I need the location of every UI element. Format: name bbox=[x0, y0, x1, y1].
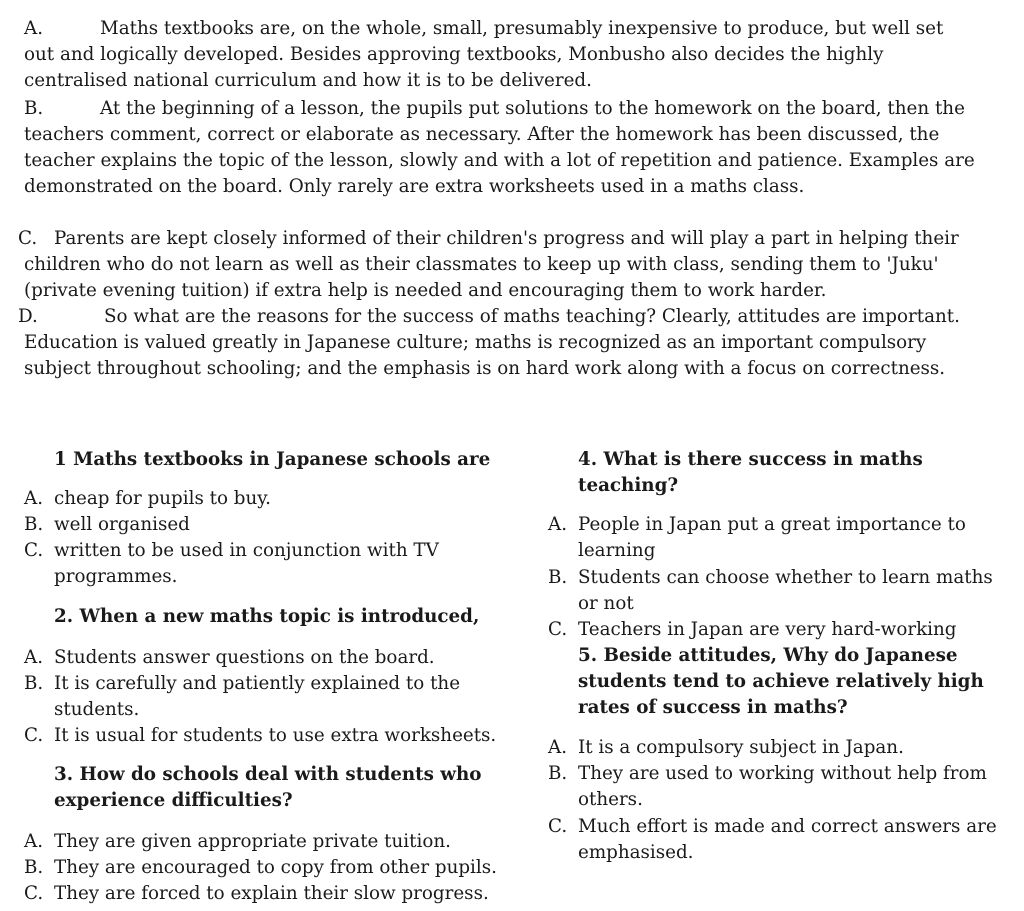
q2-option-a-text: Students answer questions on the board. bbox=[54, 647, 435, 668]
paragraph-b-line-4: demonstrated on the board. Only rarely are extra worksheets used in a maths class. bbox=[24, 176, 805, 197]
q4-option-a-text-1: People in Japan put a great importance to bbox=[578, 514, 966, 535]
q5-option-b-text-2: others. bbox=[578, 789, 643, 810]
question-5 bbox=[578, 643, 984, 721]
q1-option-c-text-1: written to be used in conjunction with TV bbox=[54, 540, 439, 561]
q5-option-a-text: It is a compulsory subject in Japan. bbox=[578, 737, 904, 758]
q1-option-c-label: C. bbox=[24, 540, 44, 561]
q2-option-b-text-2: students. bbox=[54, 699, 140, 720]
q3-option-a-text: They are given appropriate private tuition. bbox=[54, 831, 451, 852]
q1-option-b-text: well organised bbox=[54, 514, 190, 535]
q4-option-a-text-2: learning bbox=[578, 540, 656, 561]
question-2-text: 2. When a new maths topic is introduced, bbox=[54, 606, 480, 627]
question-4 bbox=[578, 447, 923, 499]
q2-option-b-label: B. bbox=[24, 673, 44, 694]
q4-option-c-label: C. bbox=[548, 619, 568, 640]
paragraph-a-line-2: out and logically developed. Besides approving textbooks, Monbusho also decides the highly bbox=[24, 44, 884, 65]
q5-option-c-label: C. bbox=[548, 816, 568, 837]
q2-option-b-text-1: It is carefully and patiently explained to the bbox=[54, 673, 461, 694]
q5-option-b-label: B. bbox=[548, 763, 568, 784]
question-4-text-2: teaching? bbox=[578, 475, 679, 496]
paragraph-d-line-3: subject throughout schooling; and the emphasis is on hard work along with a focus on correctness. bbox=[24, 358, 946, 379]
q3-option-a-label: A. bbox=[24, 831, 44, 852]
paragraph-b-line-3: teacher explains the topic of the lesson, slowly and with a lot of repetition and patience. Examples are bbox=[24, 150, 975, 171]
question-3-text-2: experience difficulties? bbox=[54, 790, 293, 811]
paragraph-c-label: C. bbox=[18, 228, 38, 249]
paragraph-a-label: A. bbox=[24, 18, 44, 39]
q3-option-b-text: They are encouraged to copy from other pupils. bbox=[54, 857, 497, 878]
paragraph-d bbox=[18, 304, 960, 382]
q2-option-c-text: It is usual for students to use extra worksheets. bbox=[54, 725, 497, 746]
paragraph-a-line-3: centralised national curriculum and how it is to be delivered. bbox=[24, 70, 592, 91]
q5-option-a-label: A. bbox=[548, 737, 568, 758]
q1-option-a-text: cheap for pupils to buy. bbox=[54, 488, 271, 509]
q2-option-a-label: A. bbox=[24, 647, 44, 668]
q4-option-b-label: B. bbox=[548, 567, 568, 588]
q1-option-c-text-2: programmes. bbox=[54, 566, 178, 587]
paragraph-b-label: B. bbox=[24, 98, 44, 119]
paragraph-c-line-3: (private evening tuition) if extra help is needed and encouraging them to work harder. bbox=[24, 280, 827, 301]
paragraph-c-line-1: Parents are kept closely informed of their children's progress and will play a part in helping their bbox=[54, 228, 959, 249]
q3-option-b-label: B. bbox=[24, 857, 44, 878]
question-2 bbox=[54, 604, 479, 630]
paragraph-b-line-1: At the beginning of a lesson, the pupils put solutions to the homework on the board, then the bbox=[100, 98, 965, 119]
q3-option-c-label: C. bbox=[24, 883, 44, 904]
paragraph-c-line-2: children who do not learn as well as their classmates to keep up with class, sending them to 'Juku' bbox=[24, 254, 939, 275]
q5-option-b-text-1: They are used to working without help from bbox=[578, 763, 987, 784]
paragraph-d-line-1: So what are the reasons for the success of maths teaching? Clearly, attitudes are important. bbox=[104, 306, 960, 327]
paragraph-d-line-2: Education is valued greatly in Japanese culture; maths is recognized as an important compulsory bbox=[24, 332, 927, 353]
question-4-text-1: 4. What is there success in maths bbox=[578, 449, 923, 470]
question-3-text-1: 3. How do schools deal with students who bbox=[54, 764, 482, 785]
q2-option-c-label: C. bbox=[24, 725, 44, 746]
q4-option-a-label: A. bbox=[548, 514, 568, 535]
q4-option-b-text-2: or not bbox=[578, 593, 634, 614]
paragraph-d-label: D. bbox=[18, 306, 38, 327]
q4-option-b-text-1: Students can choose whether to learn maths bbox=[578, 567, 993, 588]
paragraph-a bbox=[24, 16, 943, 94]
paragraph-b-line-2: teachers comment, correct or elaborate as necessary. After the homework has been discussed, the bbox=[24, 124, 940, 145]
paragraph-a-line-1: Maths textbooks are, on the whole, small, presumably inexpensive to produce, but well set bbox=[100, 18, 944, 39]
q5-option-c-text-2: emphasised. bbox=[578, 842, 694, 863]
question-1-text: 1 Maths textbooks in Japanese schools are bbox=[54, 449, 491, 470]
q1-option-b-label: B. bbox=[24, 514, 44, 535]
q3-option-c-text: They are forced to explain their slow progress. bbox=[54, 883, 489, 904]
q5-option-c-text-1: Much effort is made and correct answers are bbox=[578, 816, 997, 837]
paragraph-c bbox=[18, 226, 959, 304]
question-5-text-1: 5. Beside attitudes, Why do Japanese bbox=[578, 645, 958, 666]
question-1 bbox=[54, 447, 490, 473]
q4-option-c-text: Teachers in Japan are very hard-working bbox=[578, 619, 957, 640]
question-3 bbox=[54, 762, 481, 814]
question-5-text-2: students tend to achieve relatively high bbox=[578, 671, 984, 692]
q1-option-a-label: A. bbox=[24, 488, 44, 509]
paragraph-b bbox=[24, 96, 975, 200]
question-5-text-3: rates of success in maths? bbox=[578, 697, 848, 718]
